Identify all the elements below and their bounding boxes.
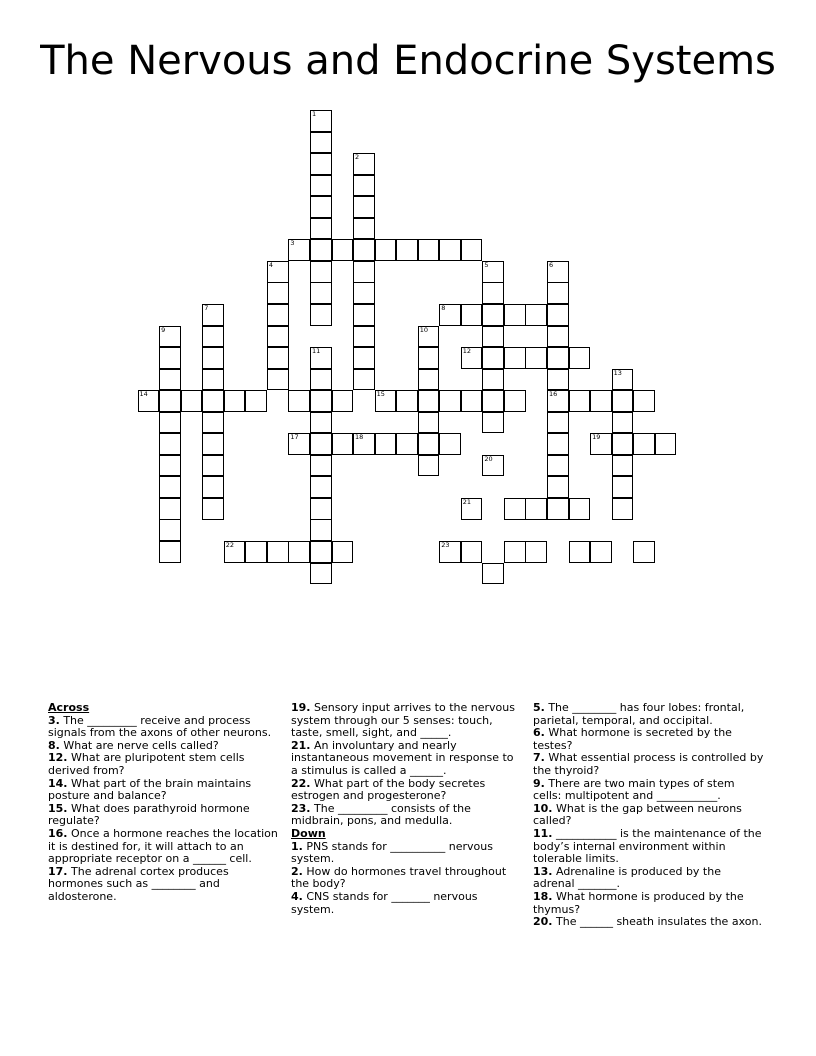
clue-number: 23. [291, 801, 311, 815]
crossword-cell[interactable] [310, 519, 332, 541]
clue-text: What part of the brain maintains posture and balance? [48, 776, 252, 803]
cell-number: 3 [290, 239, 295, 248]
crossword-cell[interactable] [418, 433, 440, 455]
crossword-cell[interactable] [375, 390, 397, 412]
crossword-cell[interactable] [396, 433, 418, 455]
crossword-cell[interactable] [202, 390, 224, 412]
crossword-cell[interactable] [353, 326, 375, 348]
crossword-cell[interactable] [159, 326, 181, 348]
crossword-cell[interactable] [504, 541, 526, 563]
crossword-cell[interactable] [159, 433, 181, 455]
clue-number: 4. [291, 889, 303, 903]
clue-number: 5. [533, 701, 545, 714]
crossword-cell[interactable] [461, 541, 483, 563]
clue-item [533, 727, 765, 752]
cell-number: 18 [355, 433, 364, 442]
crossword-cell[interactable] [310, 433, 332, 455]
crossword-cell[interactable] [310, 563, 332, 585]
crossword-cell[interactable] [525, 347, 547, 369]
crossword-cell[interactable] [310, 239, 332, 261]
crossword-cell[interactable] [439, 433, 461, 455]
crossword-cell[interactable] [375, 433, 397, 455]
cell-number: 5 [484, 260, 489, 269]
clue-item [291, 841, 521, 866]
crossword-cell[interactable] [482, 455, 504, 477]
crossword-cell[interactable] [159, 369, 181, 391]
crossword-cell[interactable] [288, 541, 310, 563]
crossword-cell[interactable] [547, 476, 569, 498]
clue-number: 3. [48, 713, 60, 727]
crossword-cell[interactable] [353, 433, 375, 455]
crossword-cell[interactable] [633, 390, 655, 412]
crossword-cell[interactable] [525, 541, 547, 563]
crossword-cell[interactable] [353, 347, 375, 369]
crossword-cell[interactable] [310, 498, 332, 520]
crossword-cell[interactable] [612, 390, 634, 412]
crossword-cell[interactable] [418, 326, 440, 348]
crossword-cell[interactable] [482, 369, 504, 391]
crossword-cell[interactable] [202, 369, 224, 391]
crossword-cell[interactable] [202, 433, 224, 455]
clue-item [533, 891, 765, 916]
crossword-cell[interactable] [310, 304, 332, 326]
crossword-cell[interactable] [310, 541, 332, 563]
cell-number: 17 [290, 433, 299, 442]
cell-number: 22 [225, 541, 235, 549]
clue-item [533, 866, 765, 891]
cell-number: 9 [161, 325, 166, 334]
crossword-cell[interactable] [310, 369, 332, 391]
crossword-cell[interactable] [569, 498, 591, 520]
clue-number: 21. [291, 738, 311, 752]
crossword-cell[interactable] [569, 347, 591, 369]
crossword-cell[interactable] [482, 304, 504, 326]
clue-text: The ________ has four lobes: frontal, parietal, temporal, and occipital. [533, 701, 745, 727]
crossword-cell[interactable] [418, 239, 440, 261]
crossword-cell[interactable] [159, 519, 181, 541]
clue-text: Adrenaline is produced by the adrenal _______. [533, 864, 721, 891]
crossword-cell[interactable] [547, 326, 569, 348]
crossword-cell[interactable] [202, 412, 224, 434]
crossword-cell[interactable] [202, 476, 224, 498]
clues-column-2 [291, 702, 521, 916]
clue-number: 15. [48, 801, 68, 815]
clue-item [533, 702, 765, 727]
crossword-cell[interactable] [332, 433, 354, 455]
crossword-cell[interactable] [202, 347, 224, 369]
cell-number: 8 [441, 303, 446, 312]
clue-item [533, 778, 765, 803]
crossword-cell[interactable] [461, 304, 483, 326]
crossword-cell[interactable] [332, 390, 354, 412]
crossword-cell[interactable] [310, 455, 332, 477]
crossword-cell[interactable] [202, 304, 224, 326]
crossword-cell[interactable] [310, 175, 332, 197]
clue-text: Once a hormone reaches the location it is destined for, it will attach to an appropriate receptor on a ______ cell. [48, 826, 278, 866]
clue-text: The ______ sheath insulates the axon. [552, 915, 762, 929]
crossword-cell[interactable] [655, 433, 677, 455]
clue-item [291, 778, 521, 803]
cell-number: 13 [613, 368, 622, 377]
crossword-cell[interactable] [547, 433, 569, 455]
clue-item [48, 752, 280, 777]
crossword-cell[interactable] [245, 390, 267, 412]
crossword-cell[interactable] [547, 282, 569, 304]
clue-text: CNS stands for _______ nervous system. [291, 889, 478, 916]
cell-number: 15 [376, 390, 385, 399]
clue-text: There are two main types of stem cells: multipotent and ___________. [533, 776, 735, 803]
crossword-cell[interactable] [547, 261, 569, 283]
clue-number: 17. [48, 864, 68, 878]
clue-text: How do hormones travel throughout the body? [291, 864, 507, 891]
crossword-cell[interactable] [181, 390, 203, 412]
clue-number: 6. [533, 726, 545, 740]
crossword-cell[interactable] [439, 390, 461, 412]
clue-number: 7. [533, 751, 545, 765]
clue-text: The _________ receive and process signals from the axons of other neurons. [48, 713, 272, 740]
crossword-cell[interactable] [245, 541, 267, 563]
crossword-cell[interactable] [310, 347, 332, 369]
clue-item [291, 740, 521, 778]
crossword-cell[interactable] [504, 498, 526, 520]
crossword-cell[interactable] [310, 390, 332, 412]
crossword-cell[interactable] [461, 498, 483, 520]
crossword-cell[interactable] [439, 541, 461, 563]
clue-item [533, 752, 765, 777]
crossword-cell[interactable] [482, 412, 504, 434]
crossword-cell[interactable] [202, 498, 224, 520]
crossword-cell[interactable] [633, 541, 655, 563]
crossword-cell[interactable] [267, 282, 289, 304]
clue-text: ___________ is the maintenance of the body’s internal environment within tolerable limits. [533, 826, 762, 866]
cell-number: 11 [311, 347, 321, 356]
cell-number: 16 [549, 390, 558, 399]
crossword-cell[interactable] [396, 239, 418, 261]
crossword-cell[interactable] [310, 153, 332, 175]
page-title: The Nervous and Endocrine Systems [40, 38, 776, 84]
crossword-cell[interactable] [267, 347, 289, 369]
crossword-cell[interactable] [288, 390, 310, 412]
crossword-cell[interactable] [267, 261, 289, 283]
crossword-cell[interactable] [418, 455, 440, 477]
clue-number: 11. [533, 826, 553, 840]
crossword-cell[interactable] [633, 433, 655, 455]
crossword-cell[interactable] [547, 455, 569, 477]
crossword-cell[interactable] [310, 476, 332, 498]
clue-number: 1. [291, 839, 303, 853]
clue-item [48, 803, 280, 828]
cell-number: 12 [462, 347, 472, 356]
crossword-cell[interactable] [612, 412, 634, 434]
crossword-cell[interactable] [310, 218, 332, 240]
cell-number: 19 [592, 433, 601, 442]
crossword-cell[interactable] [332, 541, 354, 563]
crossword-cell[interactable] [159, 476, 181, 498]
crossword-cell[interactable] [159, 541, 181, 563]
crossword-cell[interactable] [353, 282, 375, 304]
clue-number: 12. [48, 751, 68, 765]
clue-text: An involuntary and nearly instantaneous movement in response to a stimulus is called a ______. [291, 738, 514, 777]
crossword-cell[interactable] [418, 390, 440, 412]
crossword-cell[interactable] [202, 326, 224, 348]
clue-text: What hormone is produced by the thymus? [533, 889, 744, 916]
clue-text: What are nerve cells called? [59, 738, 219, 752]
cell-number: 4 [268, 260, 273, 269]
crossword-cell[interactable] [310, 412, 332, 434]
crossword-cell[interactable] [288, 239, 310, 261]
clue-item [291, 866, 521, 891]
crossword-cell[interactable] [310, 196, 332, 218]
crossword-cell[interactable] [461, 390, 483, 412]
crossword-cell[interactable] [159, 498, 181, 520]
crossword-cell[interactable] [439, 239, 461, 261]
crossword-cell[interactable] [353, 218, 375, 240]
crossword-cell[interactable] [353, 239, 375, 261]
crossword-cell[interactable] [310, 282, 332, 304]
cell-number: 20 [484, 454, 493, 463]
clues-column-1 [48, 702, 280, 904]
cell-number: 7 [204, 303, 209, 312]
clue-number: 18. [533, 889, 553, 903]
cell-number: 21 [462, 497, 472, 506]
crossword-cell[interactable] [418, 369, 440, 391]
clue-item [48, 778, 280, 803]
crossword-cell[interactable] [612, 498, 634, 520]
clue-number: 16. [48, 826, 68, 840]
clue-item [48, 866, 280, 904]
clue-number: 19. [291, 701, 311, 714]
crossword-cell[interactable] [224, 541, 246, 563]
clue-number: 8. [48, 738, 60, 752]
clue-number: 2. [291, 864, 303, 878]
clue-text: What does parathyroid hormone regulate? [48, 801, 250, 828]
crossword-cell[interactable] [353, 304, 375, 326]
crossword-cell[interactable] [590, 390, 612, 412]
crossword-cell[interactable] [547, 304, 569, 326]
crossword-cell[interactable] [547, 390, 569, 412]
clue-number: 9. [533, 776, 545, 790]
crossword-cell[interactable] [590, 433, 612, 455]
crossword-cell[interactable] [504, 390, 526, 412]
crossword-cell[interactable] [353, 175, 375, 197]
clue-item [291, 891, 521, 916]
crossword-cell[interactable] [353, 196, 375, 218]
clue-text: What is the gap between neurons called? [533, 801, 742, 828]
clue-text: What essential process is controlled by the thyroid? [533, 751, 764, 777]
clue-text: What part of the body secretes estrogen and progesterone? [291, 776, 486, 803]
crossword-cell[interactable] [525, 498, 547, 520]
crossword-cell[interactable] [504, 347, 526, 369]
crossword-cell[interactable] [504, 304, 526, 326]
clue-heading: Across [48, 701, 90, 714]
crossword-cell[interactable] [547, 347, 569, 369]
crossword-cell[interactable] [332, 239, 354, 261]
clue-heading: Down [291, 826, 326, 840]
clue-item [291, 702, 521, 740]
crossword-cell[interactable] [482, 390, 504, 412]
crossword-cell[interactable] [159, 390, 181, 412]
crossword-cell[interactable] [482, 326, 504, 348]
clue-item [291, 803, 521, 828]
clue-text: PNS stands for __________ nervous system. [291, 839, 493, 866]
crossword-cell[interactable] [461, 239, 483, 261]
crossword-cell[interactable] [612, 433, 634, 455]
cell-number: 6 [549, 260, 554, 269]
crossword-cell[interactable] [267, 541, 289, 563]
clue-number: 20. [533, 915, 553, 929]
crossword-cell[interactable] [267, 304, 289, 326]
crossword-cell[interactable] [375, 239, 397, 261]
clue-item [533, 803, 765, 828]
cell-number: 2 [355, 153, 360, 162]
crossword-cell[interactable] [159, 347, 181, 369]
cell-number: 23 [441, 541, 450, 549]
crossword-cell[interactable] [267, 326, 289, 348]
crossword-cell[interactable] [612, 476, 634, 498]
clue-item [533, 916, 765, 929]
cell-number: 14 [139, 390, 148, 399]
clue-text: The adrenal cortex produces hormones such as ________ and aldosterone. [48, 864, 229, 903]
clue-text: The _________ consists of the midbrain, pons, and medulla. [291, 801, 471, 828]
crossword-cell[interactable] [569, 541, 591, 563]
crossword-cell[interactable] [461, 347, 483, 369]
crossword-cell[interactable] [418, 347, 440, 369]
crossword-cell[interactable] [310, 110, 332, 132]
crossword-cell[interactable] [482, 347, 504, 369]
crossword-cell[interactable] [590, 541, 612, 563]
cell-number: 10 [419, 325, 428, 334]
clue-text: What are pluripotent stem cells derived from? [48, 751, 245, 777]
crossword-cell[interactable] [439, 304, 461, 326]
clue-number: 14. [48, 776, 68, 790]
clue-text: What hormone is secreted by the testes? [533, 726, 732, 752]
clues-column-3 [533, 702, 765, 929]
clue-number: 10. [533, 801, 553, 815]
clue-number: 22. [291, 776, 311, 790]
crossword-cell[interactable] [525, 304, 547, 326]
crossword-cell[interactable] [353, 261, 375, 283]
crossword-cell[interactable] [138, 390, 160, 412]
crossword-cell[interactable] [612, 455, 634, 477]
crossword-cell[interactable] [612, 369, 634, 391]
clue-number: 13. [533, 864, 553, 878]
clue-text: Sensory input arrives to the nervous system through our 5 senses: touch, taste, smell, sight, and _____. [291, 701, 515, 740]
crossword-cell[interactable] [353, 369, 375, 391]
clue-item [533, 828, 765, 866]
crossword-cell[interactable] [482, 282, 504, 304]
crossword-cell[interactable] [267, 369, 289, 391]
crossword-cell[interactable] [482, 261, 504, 283]
clue-item [48, 828, 280, 866]
crossword-cell[interactable] [310, 132, 332, 154]
cell-number: 1 [311, 110, 317, 118]
crossword-cell[interactable] [288, 433, 310, 455]
clue-item [48, 715, 280, 740]
crossword-cell[interactable] [202, 455, 224, 477]
crossword-cell[interactable] [569, 390, 591, 412]
crossword-cell[interactable] [159, 455, 181, 477]
crossword-cell[interactable] [547, 412, 569, 434]
crossword-cell[interactable] [159, 412, 181, 434]
crossword-cell[interactable] [547, 498, 569, 520]
crossword-cell[interactable] [547, 369, 569, 391]
crossword-cell[interactable] [482, 563, 504, 585]
crossword-cell[interactable] [224, 390, 246, 412]
crossword-cell[interactable] [418, 412, 440, 434]
crossword-cell[interactable] [310, 261, 332, 283]
crossword-cell[interactable] [396, 390, 418, 412]
crossword-cell[interactable] [353, 153, 375, 175]
